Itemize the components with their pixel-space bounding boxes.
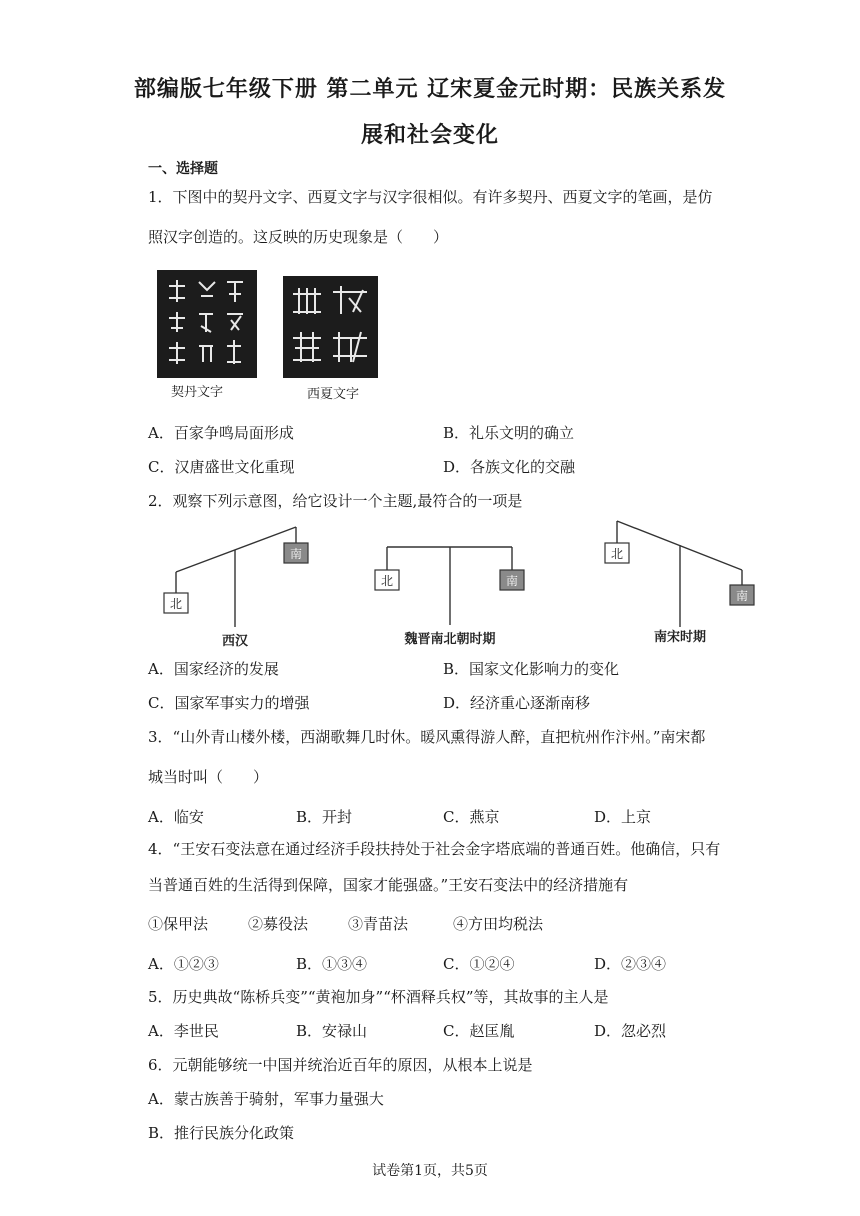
q3-option-d[interactable]: D．上京 <box>594 808 652 826</box>
q4-option-a[interactable]: A．①②③ <box>148 955 219 973</box>
q4-stem-line2: 当普通百姓的生活得到保障，国家才能强盛。”王安石变法中的经济措施有 <box>148 876 629 894</box>
q4-option-c[interactable]: C．①②④ <box>443 955 515 973</box>
diagram3-south-label: 南 <box>735 589 749 603</box>
q4-option-d[interactable]: D．②③④ <box>594 955 667 973</box>
q1-option-c[interactable]: C．汉唐盛世文化重现 <box>148 458 295 476</box>
diagram1-north-label: 北 <box>169 597 183 611</box>
page-footer: 试卷第1页，共5页 <box>372 1163 488 1179</box>
diagram1-caption: 西汉 <box>221 634 249 649</box>
diagram3-caption: 南宋时期 <box>653 630 707 645</box>
q4-option-b[interactable]: B．①③④ <box>296 955 368 973</box>
q1-stem-line1: 1．下图中的契丹文字、西夏文字与汉字很相似。有许多契丹、西夏文字的笔画，是仿 <box>148 188 713 206</box>
q2-balance-diagrams <box>150 515 770 654</box>
page-title-line1: 部编版七年级下册 第二单元 辽宋夏金元时期：民族关系发 <box>133 77 727 102</box>
page-title-line2: 展和社会变化 <box>360 123 499 148</box>
q4-stem-line1: 4．“王安石变法意在通过经济手段扶持处于社会金字塔底端的普通百姓。他确信，只有 <box>148 840 721 858</box>
q2-option-a[interactable]: A．国家经济的发展 <box>148 660 279 678</box>
q4-item-1: ①保甲法 <box>148 915 209 933</box>
q2-option-c[interactable]: C．国家军事实力的增强 <box>148 694 310 712</box>
diagram2-north-label: 北 <box>380 574 394 588</box>
q6-option-b[interactable]: B．推行民族分化政策 <box>148 1124 295 1142</box>
q2-option-b[interactable]: B．国家文化影响力的变化 <box>443 660 620 678</box>
q5-option-a[interactable]: A．李世民 <box>148 1022 219 1040</box>
diagram2-south-label: 南 <box>505 574 519 588</box>
q1-script-figure <box>155 268 405 412</box>
q3-stem-line2: 城当时叫（ ） <box>148 768 269 786</box>
xixia-caption: 西夏文字 <box>306 387 360 402</box>
q3-option-b[interactable]: B．开封 <box>296 808 353 826</box>
q1-option-b[interactable]: B．礼乐文明的确立 <box>443 424 575 442</box>
q2-option-d[interactable]: D．经济重心逐渐南移 <box>443 694 591 712</box>
section-heading: 一、选择题 <box>148 161 218 177</box>
diagram2-caption: 魏晋南北朝时期 <box>404 632 496 647</box>
q3-stem-line1: 3．“山外青山楼外楼，西湖歌舞几时休。暖风熏得游人醉，直把杭州作汴州。”南宋都 <box>148 728 706 746</box>
q5-stem: 5．历史典故“陈桥兵变”“黄袍加身”“杯酒释兵权”等，其故事的主人是 <box>148 988 609 1006</box>
q1-option-d[interactable]: D．各族文化的交融 <box>443 458 576 476</box>
q4-item-3: ③青苗法 <box>348 915 409 933</box>
q3-option-a[interactable]: A．临安 <box>148 808 204 826</box>
q3-option-c[interactable]: C．燕京 <box>443 808 500 826</box>
q1-option-a[interactable]: A．百家争鸣局面形成 <box>148 424 294 442</box>
q5-option-b[interactable]: B．安禄山 <box>296 1022 368 1040</box>
q1-stem-line2: 照汉字创造的。这反映的历史现象是（ ） <box>148 228 449 246</box>
q4-item-2: ②募役法 <box>248 915 309 933</box>
q5-option-d[interactable]: D．忽必烈 <box>594 1022 667 1040</box>
diagram1-south-label: 南 <box>289 547 303 561</box>
q5-option-c[interactable]: C．赵匡胤 <box>443 1022 515 1040</box>
q2-stem: 2．观察下列示意图，给它设计一个主题,最符合的一项是 <box>148 492 523 510</box>
khitan-caption: 契丹文字 <box>170 385 224 400</box>
q6-stem: 6．元朝能够统一中国并统治近百年的原因，从根本上说是 <box>148 1056 533 1074</box>
diagram3-north-label: 北 <box>610 547 624 561</box>
q6-option-a[interactable]: A．蒙古族善于骑射，军事力量强大 <box>148 1090 384 1108</box>
q4-item-4: ④方田均税法 <box>453 915 544 933</box>
